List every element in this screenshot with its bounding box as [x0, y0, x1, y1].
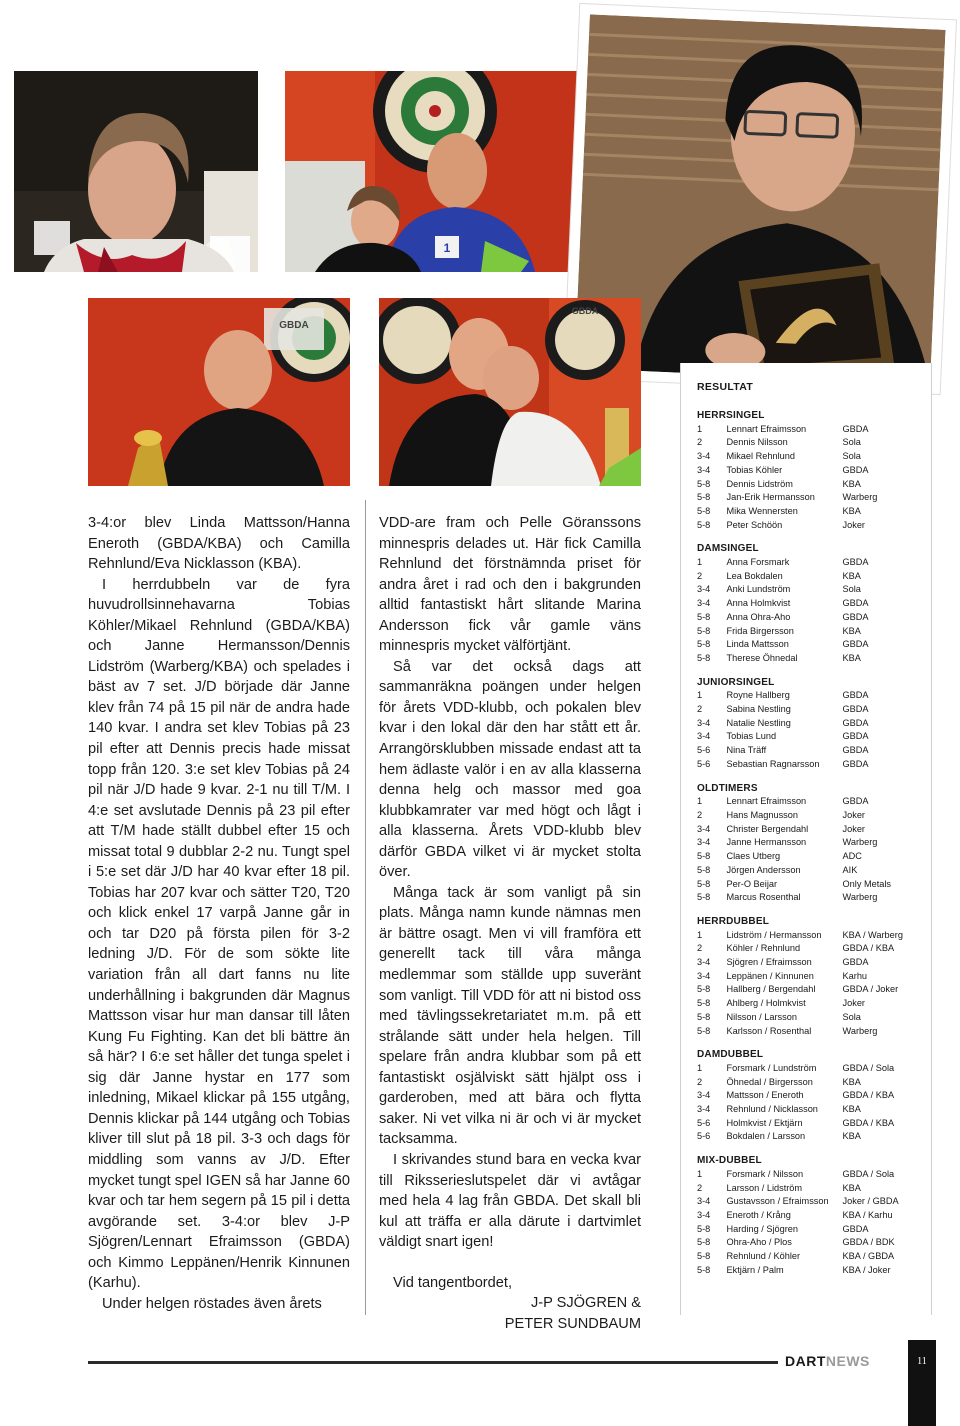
placing: 1	[697, 690, 703, 701]
club-name: Warberg	[842, 837, 878, 848]
signature-line-2: PETER SUNDBAUM	[504, 1315, 641, 1332]
results-section-heading: MIX-DUBBEL	[697, 1155, 762, 1167]
player-name: Claes Utberg	[726, 851, 781, 862]
results-row	[697, 809, 931, 823]
results-section-heading: DAMDUBBEL	[697, 1049, 764, 1061]
results-row	[697, 450, 931, 464]
placing: 5-6	[697, 1131, 711, 1142]
results-section-heading: DAMSINGEL	[697, 543, 759, 555]
results-row	[697, 1089, 931, 1103]
club-name: Joker	[842, 809, 865, 820]
player-name: Ahlberg / Holmkvist	[726, 998, 806, 1009]
placing: 3-4	[697, 823, 711, 834]
paragraph: 3-4:or blev Linda Mattsson/Hanna Eneroth (GBDA/KBA) och Camilla Rehnlund/Eva Nicklasson (KBA).	[88, 515, 350, 573]
club-name: ADC	[842, 851, 862, 862]
results-row	[697, 583, 931, 597]
results-row	[697, 423, 931, 437]
photo-woman-scarf	[14, 71, 258, 272]
placing: 2	[697, 1182, 703, 1193]
placing: 3-4	[697, 717, 711, 728]
club-name: KBA	[842, 478, 861, 489]
club-name: GBDA	[842, 745, 869, 756]
results-row	[697, 1250, 931, 1264]
placing: 5-8	[697, 505, 711, 516]
results-sections	[697, 409, 931, 1277]
player-name: Per-O Beijar	[726, 878, 778, 889]
greeting: Vid tangentbordet,	[393, 1274, 513, 1291]
club-name: Sola	[842, 451, 861, 462]
results-title: RESULTAT	[697, 381, 754, 393]
placing: 5-8	[697, 1251, 711, 1262]
player-name: Natalie Nestling	[726, 717, 791, 728]
placing: 3-4	[697, 464, 711, 475]
results-row	[697, 491, 931, 505]
board-label-2: GBDA	[571, 306, 599, 316]
placing: 5-8	[697, 1264, 711, 1275]
placing: 5-8	[697, 478, 711, 489]
results-row	[697, 836, 931, 850]
results-row	[697, 1209, 931, 1223]
results-row	[697, 891, 931, 905]
results-row	[697, 929, 931, 943]
results-row	[697, 436, 931, 450]
club-name: KBA	[842, 1182, 861, 1193]
results-row	[697, 1236, 931, 1250]
results-section	[697, 676, 931, 772]
placing: 1	[697, 1168, 703, 1179]
player-name: Köhler / Rehnlund	[726, 943, 801, 954]
placing: 5-8	[697, 998, 711, 1009]
player-name: Anki Lundström	[726, 584, 791, 595]
club-name: GBDA	[842, 717, 869, 728]
player-name: Forsmark / Lundström	[726, 1062, 817, 1073]
player-name: Eneroth / Krång	[726, 1209, 791, 1220]
results-row	[697, 730, 931, 744]
club-name: Sola	[842, 584, 861, 595]
placing: 3-4	[697, 1196, 711, 1207]
player-name: Tobias Lund	[726, 731, 777, 742]
placing: 5-6	[697, 745, 711, 756]
club-name: GBDA	[842, 1223, 869, 1234]
results-row	[697, 878, 931, 892]
club-name: GBDA	[842, 796, 869, 807]
paragraph: Många tack är som vanligt på sin plats. Många namn kunde nämnas men är bättre osagt. Men vi vill framföra ett generellt tack till våra många medlemmar som ställde upp suveränt som vanligt. Till VDD för att ni bistod oss med tävlingssekretariatet m.m. på ett strålande sätt under hela helgen. Till spelare från andra klubbar som på ett fantastiskt osjälviskt sätt hjälpt oss i garderoben, med att bära och flytta saker. Ni vet vilka ni är och vi är mycket tacksamma.	[379, 884, 641, 1148]
results-section-heading: JUNIORSINGEL	[697, 676, 775, 688]
player-name: Sabina Nestling	[726, 704, 791, 715]
club-name: Joker	[842, 823, 865, 834]
club-name: Joker / GBDA	[842, 1196, 899, 1207]
results-row	[697, 1025, 931, 1039]
player-name: Anna Holmkvist	[726, 598, 791, 609]
results-row	[697, 519, 931, 533]
results-row	[697, 795, 931, 809]
placing: 1	[697, 423, 703, 434]
player-name: Frida Birgersson	[726, 625, 794, 636]
player-name: Sebastian Ragnarsson	[726, 758, 820, 769]
club-name: Sola	[842, 1011, 861, 1022]
results-row	[697, 1011, 931, 1025]
club-name: GBDA / KBA	[842, 1117, 895, 1128]
placing: 5-8	[697, 611, 711, 622]
club-name: GBDA	[842, 611, 869, 622]
club-name: KBA / Joker	[842, 1264, 891, 1275]
club-name: GBDA / KBA	[842, 943, 895, 954]
results-section	[697, 542, 931, 665]
player-name: Dennis Lidström	[726, 478, 793, 489]
results-section	[697, 409, 931, 532]
placing: 3-4	[697, 837, 711, 848]
placing: 5-8	[697, 1223, 711, 1234]
article-column-1	[88, 513, 350, 1314]
results-row	[697, 464, 931, 478]
results-row	[697, 744, 931, 758]
placing: 5-8	[697, 1011, 711, 1022]
club-name: GBDA	[842, 690, 869, 701]
placing: 5-8	[697, 892, 711, 903]
club-name: Joker	[842, 998, 865, 1009]
club-name: GBDA	[842, 464, 869, 475]
column-divider	[365, 500, 366, 1315]
club-name: GBDA	[842, 557, 869, 568]
placing: 2	[697, 1076, 703, 1087]
player-name: Larsson / Lidström	[726, 1182, 803, 1193]
player-name: Rehnlund / Nicklasson	[726, 1104, 818, 1115]
placing: 5-8	[697, 878, 711, 889]
results-section	[697, 782, 931, 905]
player-name: Ohra-Aho / Plos	[726, 1237, 792, 1248]
results-section	[697, 1048, 931, 1144]
club-name: KBA	[842, 505, 861, 516]
results-box	[680, 363, 932, 1315]
placing: 5-8	[697, 519, 711, 530]
results-row	[697, 970, 931, 984]
club-name: GBDA	[842, 704, 869, 715]
results-row	[697, 597, 931, 611]
results-row	[697, 1117, 931, 1131]
club-name: GBDA	[842, 598, 869, 609]
placing: 1	[697, 796, 703, 807]
results-row	[697, 1130, 931, 1144]
shirt-number: 1	[443, 241, 451, 255]
placing: 2	[697, 570, 703, 581]
player-name: Mika Wennersten	[726, 505, 798, 516]
placing: 2	[697, 809, 703, 820]
player-name: Jan-Erik Hermansson	[726, 492, 815, 503]
player-name: Tobias Köhler	[726, 464, 783, 475]
player-name: Linda Mattsson	[726, 639, 789, 650]
player-name: Holmkvist / Ektjärn	[726, 1117, 803, 1128]
results-row	[697, 1223, 931, 1237]
results-section	[697, 915, 931, 1038]
club-name: Joker	[842, 519, 865, 530]
article-column-2	[379, 513, 641, 1334]
player-name: Sjögren / Efraimsson	[726, 957, 812, 968]
club-name: KBA	[842, 1131, 861, 1142]
club-name: KBA	[842, 1076, 861, 1087]
results-row	[697, 983, 931, 997]
placing: 5-8	[697, 864, 711, 875]
player-name: Marcus Rosenthal	[726, 892, 801, 903]
player-name: Therese Öhnedal	[726, 652, 798, 663]
player-name: Mattsson / Eneroth	[726, 1090, 804, 1101]
results-row	[697, 638, 931, 652]
player-name: Jörgen Andersson	[726, 864, 801, 875]
photo-man-trophy	[88, 298, 350, 486]
results-row	[697, 556, 931, 570]
player-name: Hallberg / Bergendahl	[726, 984, 816, 995]
brand-logo	[785, 1353, 870, 1369]
player-name: Forsmark / Nilsson	[726, 1168, 804, 1179]
paragraph: VDD-are fram och Pelle Göranssons minnespris delades ut. Här fick Camilla Rehnlund det förstnämnda priset för andra året i rad och den i bakgrunden alltid fantastiskt hårt slitande Marina Andersson fick vår gamle väns minnespris mycket välförtjänt.	[379, 515, 641, 655]
results-row	[697, 689, 931, 703]
results-row	[697, 1264, 931, 1278]
player-name: Anna Forsmark	[726, 557, 790, 568]
placing: 3-4	[697, 1209, 711, 1220]
player-name: Janne Hermansson	[726, 837, 807, 848]
player-name: Lea Bokdalen	[726, 570, 783, 581]
placing: 3-4	[697, 451, 711, 462]
club-name: GBDA / Sola	[842, 1168, 895, 1179]
results-row	[697, 652, 931, 666]
player-name: Peter Schöön	[726, 519, 783, 530]
photo-two-men	[379, 298, 641, 486]
player-name: Anna Ohra-Aho	[726, 611, 791, 622]
results-row	[697, 942, 931, 956]
placing: 1	[697, 557, 703, 568]
player-name: Lidström / Hermansson	[726, 929, 822, 940]
club-name: GBDA / BDK	[842, 1237, 895, 1248]
placing: 3-4	[697, 731, 711, 742]
club-name: KBA	[842, 625, 861, 636]
player-name: Rehnlund / Köhler	[726, 1251, 801, 1262]
brand-dart: DART	[785, 1353, 826, 1369]
club-name: KBA	[842, 570, 861, 581]
placing: 2	[697, 943, 703, 954]
player-name: Dennis Nilsson	[726, 437, 788, 448]
results-section-heading: OLDTIMERS	[697, 782, 758, 794]
player-name: Nina Träff	[726, 745, 767, 756]
club-name: GBDA / KBA	[842, 1090, 895, 1101]
placing: 5-6	[697, 758, 711, 769]
player-name: Christer Bergendahl	[726, 823, 809, 834]
results-row	[697, 1168, 931, 1182]
placing: 3-4	[697, 584, 711, 595]
results-row	[697, 1062, 931, 1076]
results-row	[697, 505, 931, 519]
placing: 5-8	[697, 1237, 711, 1248]
club-name: KBA	[842, 1104, 861, 1115]
results-section	[697, 1154, 931, 1277]
player-name: Karlsson / Rosenthal	[726, 1025, 812, 1036]
placing: 5-8	[697, 639, 711, 650]
paragraph: I skrivandes stund bara en vecka kvar till Riksserieslutspelet där vi avtågar med hela 4 lag från GBDA. Det skall bli kul att träffa er alla därute i dartvimlet väldigt snart igen!	[379, 1151, 641, 1251]
player-name: Harding / Sjögren	[726, 1223, 798, 1234]
club-name: KBA / GBDA	[842, 1251, 895, 1262]
placing: 3-4	[697, 1104, 711, 1115]
results-row	[697, 823, 931, 837]
page-number: 11	[908, 1340, 936, 1426]
placing: 5-8	[697, 492, 711, 503]
player-name: Hans Magnusson	[726, 809, 798, 820]
placing: 3-4	[697, 957, 711, 968]
club-name: Karhu	[842, 970, 868, 981]
player-name: Leppänen / Kinnunen	[726, 970, 814, 981]
placing: 5-8	[697, 625, 711, 636]
player-name: Nilsson / Larsson	[726, 1011, 797, 1022]
club-name: GBDA / Sola	[842, 1062, 895, 1073]
player-name: Ektjärn / Palm	[726, 1264, 784, 1275]
results-row	[697, 758, 931, 772]
signature-line-1: J-P SJÖGREN &	[530, 1295, 641, 1312]
placing: 1	[697, 1062, 703, 1073]
results-row	[697, 1076, 931, 1090]
placing: 5-8	[697, 652, 711, 663]
player-name: Royne Hallberg	[726, 690, 790, 701]
results-row	[697, 717, 931, 731]
club-name: GBDA	[842, 957, 869, 968]
results-row	[697, 570, 931, 584]
results-row	[697, 956, 931, 970]
player-name: Öhnedal / Birgersson	[726, 1076, 813, 1087]
placing: 3-4	[697, 1090, 711, 1101]
results-row	[697, 703, 931, 717]
results-section-heading: HERRDUBBEL	[697, 915, 769, 927]
photo-couple-dartboard	[285, 71, 580, 272]
results-row	[697, 611, 931, 625]
player-name: Mikael Rehnlund	[726, 451, 795, 462]
club-name: Warberg	[842, 492, 878, 503]
club-name: Warberg	[842, 1025, 878, 1036]
results-row	[697, 625, 931, 639]
paragraph: Så var det också dags att sammanräkna poängen under helgen för årets VDD-klubb, och pokalen blev kvar i den lokal där den har stått ett år. Arrangörsklubben missade endast att ta hem ädlaste valör i en av alla klasserna denna helg och massor med goa klubbkamrater var med högt och lågt i alla klasserna. Årets VDD-klubb blev därför GBDA vilket vi är mycket stolta över.	[379, 658, 641, 881]
placing: 5-8	[697, 984, 711, 995]
player-name: Gustavsson / Efraimsson	[726, 1196, 829, 1207]
results-row	[697, 1103, 931, 1117]
results-row	[697, 864, 931, 878]
club-name: GBDA / Joker	[842, 984, 899, 995]
results-row	[697, 1182, 931, 1196]
club-name: AIK	[842, 864, 858, 875]
placing: 5-8	[697, 851, 711, 862]
club-name: Only Metals	[842, 878, 892, 889]
placing: 3-4	[697, 970, 711, 981]
results-row	[697, 1195, 931, 1209]
results-section-heading: HERRSINGEL	[697, 410, 765, 421]
club-name: GBDA	[842, 758, 869, 769]
results-row	[697, 997, 931, 1011]
club-name: GBDA	[842, 731, 869, 742]
placing: 2	[697, 437, 703, 448]
results-row	[697, 850, 931, 864]
placing: 5-6	[697, 1117, 711, 1128]
board-label: GBDA	[279, 320, 309, 331]
club-name: KBA / Karhu	[842, 1209, 893, 1220]
placing: 5-8	[697, 1025, 711, 1036]
club-name: Sola	[842, 437, 861, 448]
club-name: GBDA	[842, 423, 869, 434]
placing: 3-4	[697, 598, 711, 609]
placing: 2	[697, 704, 703, 715]
placing: 1	[697, 929, 703, 940]
player-name: Bokdalen / Larsson	[726, 1131, 806, 1142]
club-name: GBDA	[842, 639, 869, 650]
club-name: KBA / Warberg	[842, 929, 903, 940]
player-name: Lennart Efraimsson	[726, 796, 807, 807]
club-name: KBA	[842, 652, 861, 663]
paragraph: I herrdubbeln var de fyra huvudrollsinnehavarna Tobias Köhler/Mikael Rehnlund (GBDA/KBA) och Janne Hermansson/Dennis Lidström (Warberg/KBA) och spelades i bäst av 7 set. J/D började där Janne klev från 74 på 15 pil när de andra hade 140 kvar. I andra set klev Tobias på 23 pil efter att Dennis precis hade missat topp från 120. 3:e set klev Tobias på 24 pil när J/D hade 9 kvar. 2-1 nu till T/M. I 4:e set avslutade Dennis på 23 pil efter att T/M hade ställt dubbel efter 15 och missat total 9 dubblar 2-2 nu. Tungt spel i 5:e set där J/D har 40 kvar efter 18 pil. Tobias har 207 kvar och sätter T20, T20 och klick enkel 17 varpå Janne går in och tar D20 på första pilen för 3-2 ledning J/D. För de som sökte lite variation från all dart fanns nu lite underhållning i bakgrunden där Magnus Mattsson visar hur man dansar till låten Kung Fu Fighting. Kan det bli bättre än så här? I 6:e set håller det tunga spelet i sig där Janne hystar en 177 som inledning, Mikael klickar på 155 utgång, Dennis klickar på 144 utgång och Tobias kliver till slut på 18 pil. 3-3 och dags för middling som vanns av J/D. Efter mycket tungt spel IGEN så har Janne 60 kvar och tar hem segern på 15 pil i detta avgörande set. 3-4:or blev J-P Sjögren/Lennart Efraimsson (GBDA) och Kimmo Leppänen/Henrik Kinnunen (Karhu).	[88, 576, 351, 1292]
player-name: Lennart Efraimsson	[726, 423, 807, 434]
brand-news: NEWS	[825, 1353, 870, 1369]
paragraph: Under helgen röstades även årets	[102, 1295, 322, 1312]
footer-rule	[88, 1361, 778, 1364]
results-row	[697, 478, 931, 492]
club-name: Warberg	[842, 892, 878, 903]
